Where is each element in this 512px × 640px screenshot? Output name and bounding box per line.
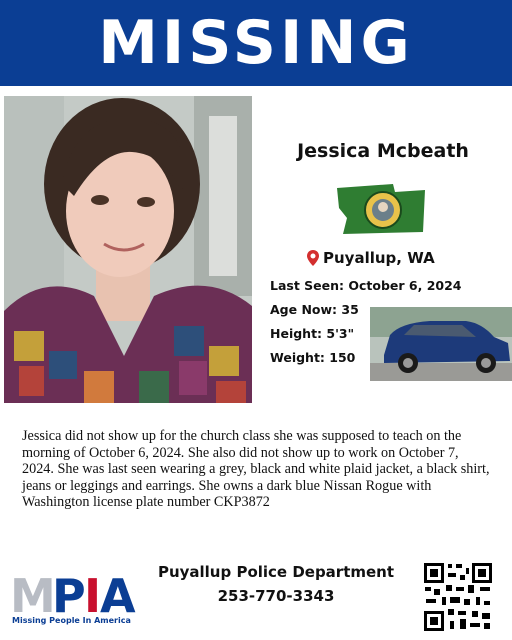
case-description: Jessica did not show up for the church class she was supposed to teach on the morning of October 6, 2024. She also did not show up to work on October 7, 2024. She was last seen wearing a grey, black and white plaid jacket, a black shirt, jeans or leggings and earrings. She owns a dark blue Nissan Rogue with Washington license plate number CKP3872 <box>22 428 490 511</box>
last-seen: Last Seen: October 6, 2024 <box>270 278 462 293</box>
banner-title: MISSING <box>98 8 414 78</box>
map-pin-icon <box>306 249 320 267</box>
vehicle-photo <box>370 307 512 381</box>
logo-subtitle: Missing People In America <box>12 616 131 625</box>
location-text: Puyallup, WA <box>323 249 435 267</box>
weight: Weight: 150 <box>270 350 356 365</box>
phone-number: 253-770-3343 <box>217 587 335 605</box>
height: Height: 5'3" <box>270 326 355 341</box>
svg-text:A: A <box>100 569 136 616</box>
qr-code-icon[interactable] <box>422 561 494 633</box>
svg-text:P: P <box>52 569 86 616</box>
svg-text:I: I <box>84 569 102 616</box>
person-name: Jessica Mcbeath <box>297 140 469 162</box>
police-department: Puyallup Police Department <box>157 563 395 581</box>
missing-banner <box>0 0 512 86</box>
location <box>306 249 435 267</box>
person-photo <box>4 96 252 403</box>
age-now: Age Now: 35 <box>270 302 359 317</box>
svg-text:M: M <box>10 569 56 616</box>
washington-flag-icon <box>333 178 429 238</box>
